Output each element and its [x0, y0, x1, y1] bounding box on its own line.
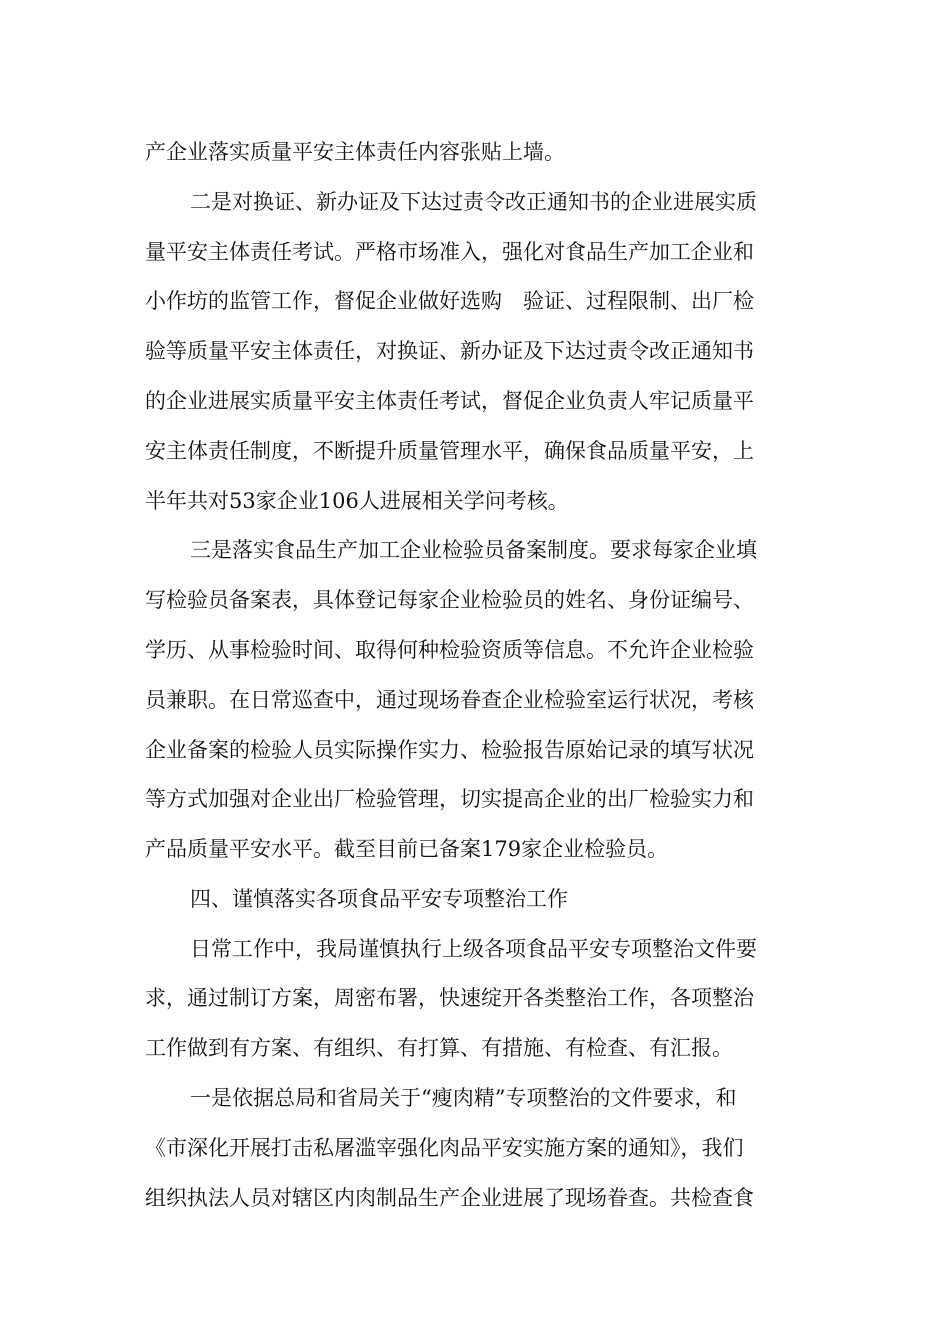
text-line: 学历、从事检验时间、取得何种检验资质等信息。不允许企业检验 [145, 638, 754, 662]
text-line: 产品质量平安水平。截至目前已备案179家企业检验员。 [145, 837, 669, 861]
text-line: 企业备案的检验人员实际操作实力、检验报告原始记录的填写状况 [145, 738, 754, 762]
text-line: 的企业进展实质量平安主体责任考试，督促企业负责人牢记质量平 [145, 389, 754, 413]
text-line: 《市深化开展打击私屠滥宰强化肉品平安实施方案的通知》，我们 [145, 1136, 744, 1160]
text-line: 员兼职。在日常巡查中，通过现场眷查企业检验室运行状况，考核 [145, 688, 754, 712]
text-line: 等方式加强对企业出厂检验管理，切实提高企业的出厂检验实力和 [145, 787, 754, 811]
text-line: 写检验员备案表，具体登记每家企业检验员的姓名、身份证编号、 [145, 588, 754, 612]
paragraph-start: 三是落实食品生产加工企业检验员备案制度。要求每家企业填 [190, 538, 757, 562]
text-line: 小作坊的监管工作，督促企业做好选购 验证、过程限制、出厂检 [145, 289, 754, 313]
text-line: 量平安主体责任考试。严格市场准入，强化对食品生产加工企业和 [145, 240, 754, 264]
text-line: 工作做到有方案、有组织、有打算、有措施、有检查、有汇报。 [145, 1036, 733, 1060]
text-line: 求，通过制订方案，周密布署，快速绽开各类整治工作，各项整治 [145, 986, 754, 1010]
paragraph-start: 二是对换证、新办证及下达过责令改正通知书的企业进展实质 [190, 190, 757, 214]
text-line: 安主体责任制度，不断提升质量管理水平，确保食品质量平安，上 [145, 439, 754, 463]
section-heading: 四、谨慎落实各项食品平安专项整治工作 [190, 887, 568, 911]
text-line: 半年共对53家企业106人进展相关学问考核。 [145, 489, 569, 513]
text-line: 产企业落实质量平安主体责任内容张贴上墙。 [145, 140, 565, 164]
text-line: 验等质量平安主体责任，对换证、新办证及下达过责令改正通知书 [145, 339, 754, 363]
text-line: 组织执法人员对辖区内肉制品生产企业进展了现场眷查。共检查食 [145, 1186, 754, 1210]
paragraph-start: 一是依据总局和省局关于“瘦肉精”专项整治的文件要求，和 [190, 1086, 737, 1110]
paragraph-start: 日常工作中，我局谨慎执行上级各项食品平安专项整治文件要 [190, 937, 757, 961]
